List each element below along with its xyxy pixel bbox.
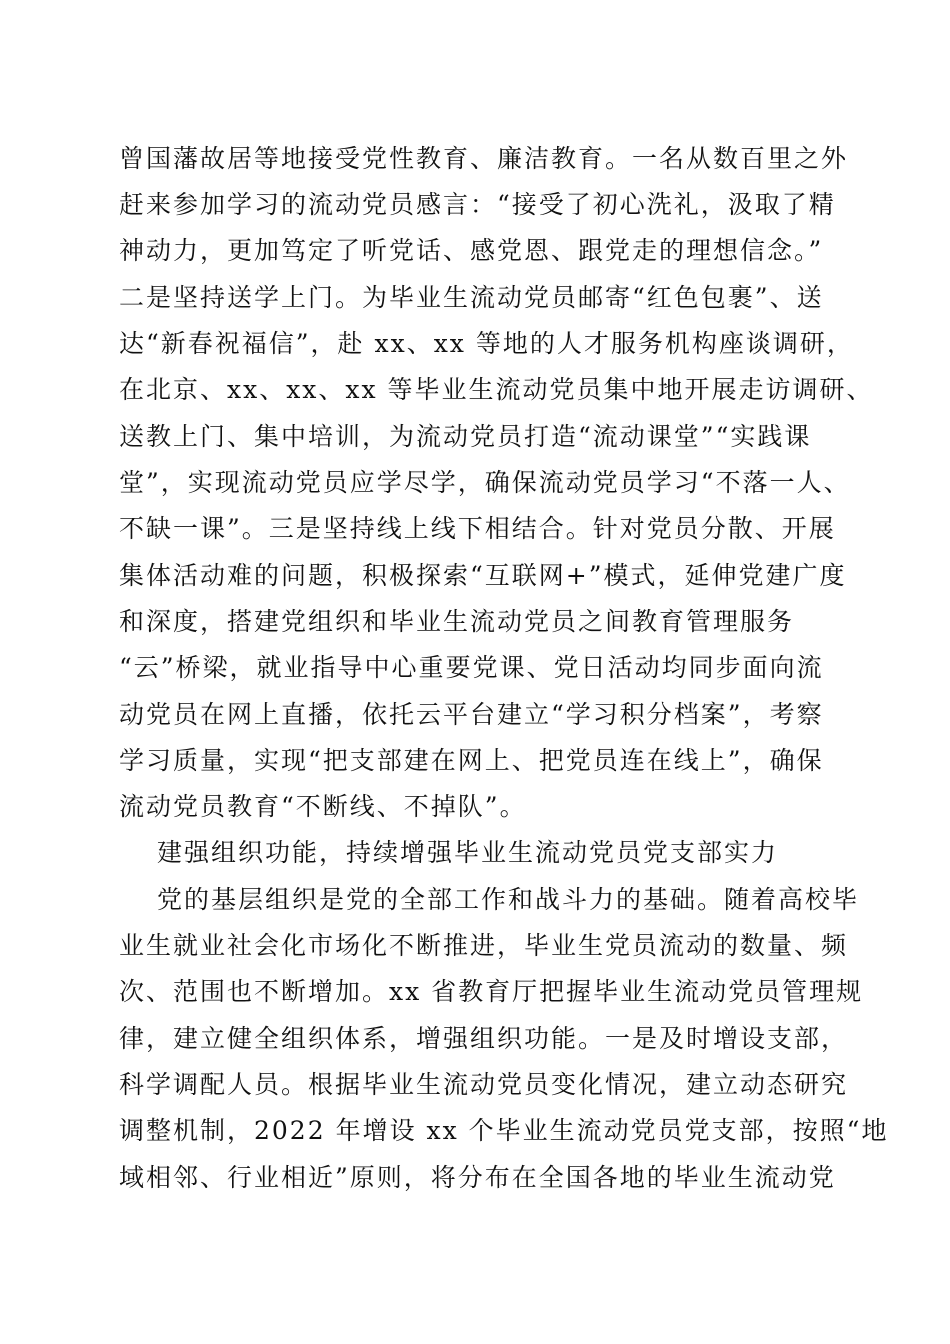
- text-line: “云”桥梁，就业指导中心重要党课、党日活动均同步面向流: [119, 653, 824, 682]
- text-line: 业生就业社会化市场化不断推进，毕业生党员流动的数量、频: [119, 931, 849, 960]
- text-line: 党的基层组织是党的全部工作和战斗力的基础。随着高校毕: [157, 885, 860, 914]
- text-line: 赶来参加学习的流动党员感言：“接受了初心洗礼，汲取了精: [119, 190, 836, 219]
- text-line: 曾国藩故居等地接受党性教育、廉洁教育。一名从数百里之外: [119, 144, 849, 173]
- text-line: 律，建立健全组织体系，增强组织功能。一是及时增设支部，: [119, 1024, 849, 1053]
- text-line: 动党员在网上直播，依托云平台建立“学习积分档案”，考察: [119, 700, 824, 729]
- text-line: 送教上门、集中培训，为流动党员打造“流动课堂”“实践课: [119, 422, 812, 451]
- text-line: 和深度，搭建党组织和毕业生流动党员之间教育管理服务: [119, 607, 795, 636]
- text-line: 科学调配人员。根据毕业生流动党员变化情况，建立动态研究: [119, 1070, 849, 1099]
- text-line: 学习质量，实现“把支部建在网上、把党员连在线上”，确保: [119, 746, 824, 775]
- text-line: 堂”，实现流动党员应学尽学，确保流动党员学习“不落一人、: [119, 468, 851, 497]
- text-line: 二是坚持送学上门。为毕业生流动党员邮寄“红色包裹”、送: [119, 283, 824, 312]
- text-line: 达“新春祝福信”，赴 xx、xx 等地的人才服务机构座谈调研，: [119, 329, 854, 358]
- text-line: 在北京、xx、xx、xx 等毕业生流动党员集中地开展走访调研、: [119, 375, 874, 404]
- text-line: 域相邻、行业相近”原则，将分布在全国各地的毕业生流动党: [119, 1163, 836, 1192]
- text-line: 流动党员教育“不断线、不掉队”。: [119, 792, 527, 821]
- text-line: 不缺一课”。三是坚持线上线下相结合。针对党员分散、开展: [119, 514, 836, 543]
- text-line: 调整机制，2022 年增设 xx 个毕业生流动党员党支部，按照“地: [119, 1116, 889, 1145]
- text-line: 神动力，更加笃定了听党话、感党恩、跟党走的理想信念。”: [119, 236, 824, 265]
- text-line: 次、范围也不断增加。xx 省教育厅把握毕业生流动党员管理规: [119, 977, 864, 1006]
- section-heading: 建强组织功能，持续增强毕业生流动党员党支部实力: [157, 838, 779, 867]
- text-line: 集体活动难的问题，积极探索“互联网+”模式，延伸党建广度: [119, 561, 847, 590]
